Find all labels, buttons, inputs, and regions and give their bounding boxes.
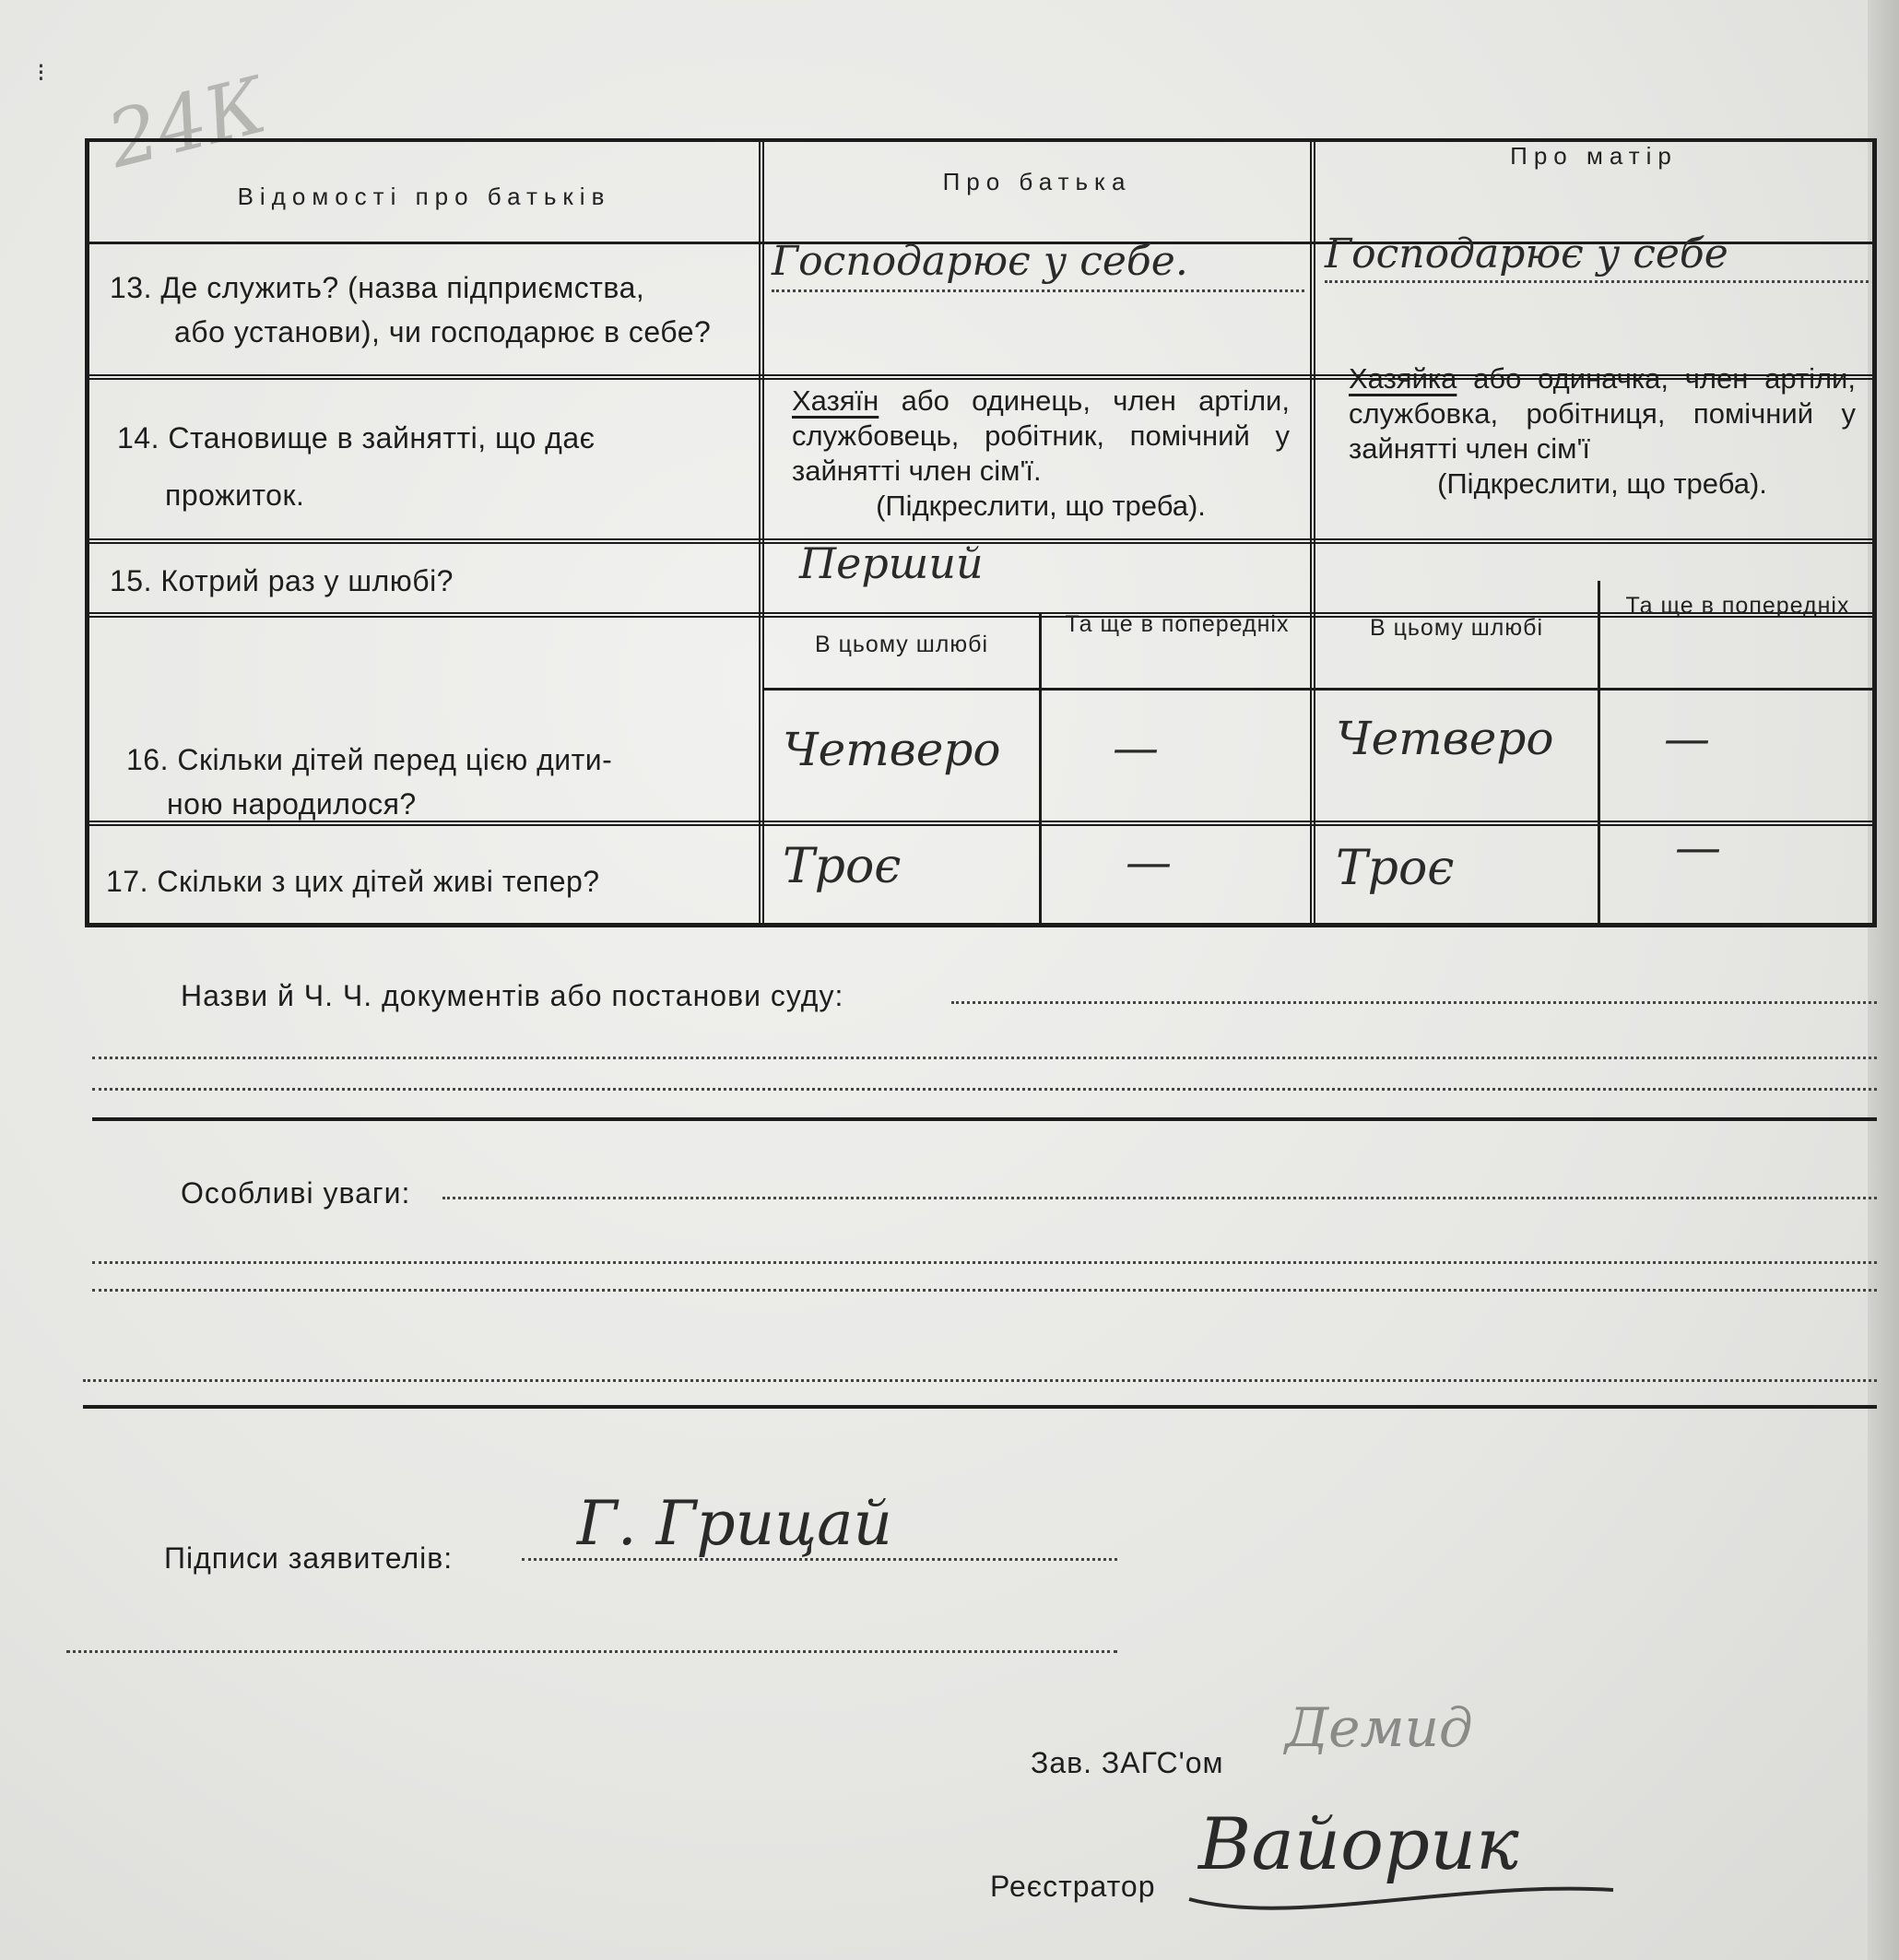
answer-13-mother-line [1325,280,1869,283]
question-17: 17. Скільки з цих дітей живі тепер? [106,865,600,898]
question-13-line2: або установи), чи господарює в себе? [174,315,712,348]
head-zags-signature: Демид [1285,1696,1473,1759]
parents-info-table [85,138,1877,927]
options-14-father [792,384,1290,524]
note-14-mother: (Підкреслити, що треба). [1437,467,1767,500]
answer-13-father: Господарює у себе. [772,238,1188,285]
head-zags-label: Зав. ЗАГС'ом [1031,1746,1224,1779]
col-divider-mother [1310,142,1315,927]
notes-line-1 [442,1197,1877,1199]
registrar-signature: Вайорик [1198,1803,1519,1886]
option-14-father-selected: Хазяїн [792,384,879,417]
options-14-mother [1349,361,1856,502]
notes-line-2 [92,1261,1877,1264]
documents-label: Назви й Ч. Ч. документів або постанови суду: [181,979,844,1012]
question-13 [110,266,755,354]
applicants-signatures-label: Підписи заявителів: [164,1541,454,1575]
question-14-line1: 14. Становище в зайнятті, що дає [117,421,596,455]
question-16-line1: 16. Скільки дітей перед цією дити- [126,743,613,776]
answer-13-father-line [772,289,1304,292]
question-13-line1: 13. Де служить? (назва підприємства, [110,271,645,304]
question-15: 15. Котрий раз у шлюбі? [110,564,454,597]
answer-16-mother-this: Четверо [1336,712,1554,765]
subheader-father-this: В цьому шлюбі [814,632,989,657]
header-mother: Про матір [1510,142,1678,170]
note-14-father: (Підкреслити, що треба). [876,490,1206,522]
documents-line-1 [951,1001,1877,1004]
notes-line-4 [83,1379,1877,1382]
question-16 [126,738,753,826]
answer-17-father-prev: — [1126,835,1172,889]
subheader-divider [764,688,1872,691]
subheader-mother-this: В цьому шлюбі [1369,615,1544,641]
applicant-signature-line-2 [66,1650,1117,1653]
col-divider-father-prev [1039,612,1042,927]
documents-line-3 [92,1088,1877,1091]
answer-17-mother-this: Троє [1336,841,1455,896]
col-divider-father [759,142,764,927]
answer-15-father: Перший [799,538,984,588]
applicant-signature-line-1 [522,1558,1117,1561]
page-number-mark: 24К [99,59,275,186]
question-14 [117,409,753,524]
registrar-label: Реєстратор [990,1870,1156,1903]
question-16-line2: ною народилося? [167,787,417,821]
subheader-mother-prev: Та ще в попередніх [1625,593,1850,619]
col-divider-mother-prev [1598,581,1600,927]
subheader-father-prev: Та ще в попередніх [1065,611,1290,637]
answer-13-mother: Господарює у себе [1325,230,1728,277]
applicant-signature: Г. Грицай [577,1488,893,1559]
notes-end-rule [83,1405,1877,1409]
answer-16-father-prev: — [1113,721,1159,774]
option-14-mother-rest: або одиначка, член артіли, службовка, робітниця, помічний у зайнятті член сім'ї [1349,362,1856,465]
header-section: Відомості про батьків [237,183,611,210]
notes-line-3 [92,1289,1877,1292]
header-father: Про батька [942,168,1132,195]
answer-17-father-this: Троє [783,839,902,894]
question-14-line2: прожиток. [165,478,305,512]
documents-line-2 [92,1057,1877,1059]
notes-label: Особливі уваги: [181,1176,411,1210]
answer-17-mother-prev: — [1675,821,1721,874]
answer-16-father-this: Четверо [783,723,1001,776]
option-14-father-rest: або одинець, член артіли, службовець, робітник, помічний у зайнятті член сім'ї. [792,384,1290,487]
answer-16-mother-prev: — [1664,712,1710,765]
registrar-signature-flourish [1180,1862,1622,1927]
option-14-mother-selected: Хазяйка [1349,362,1457,395]
corner-mark: ⁝ [37,58,45,87]
documents-end-rule [92,1117,1877,1121]
